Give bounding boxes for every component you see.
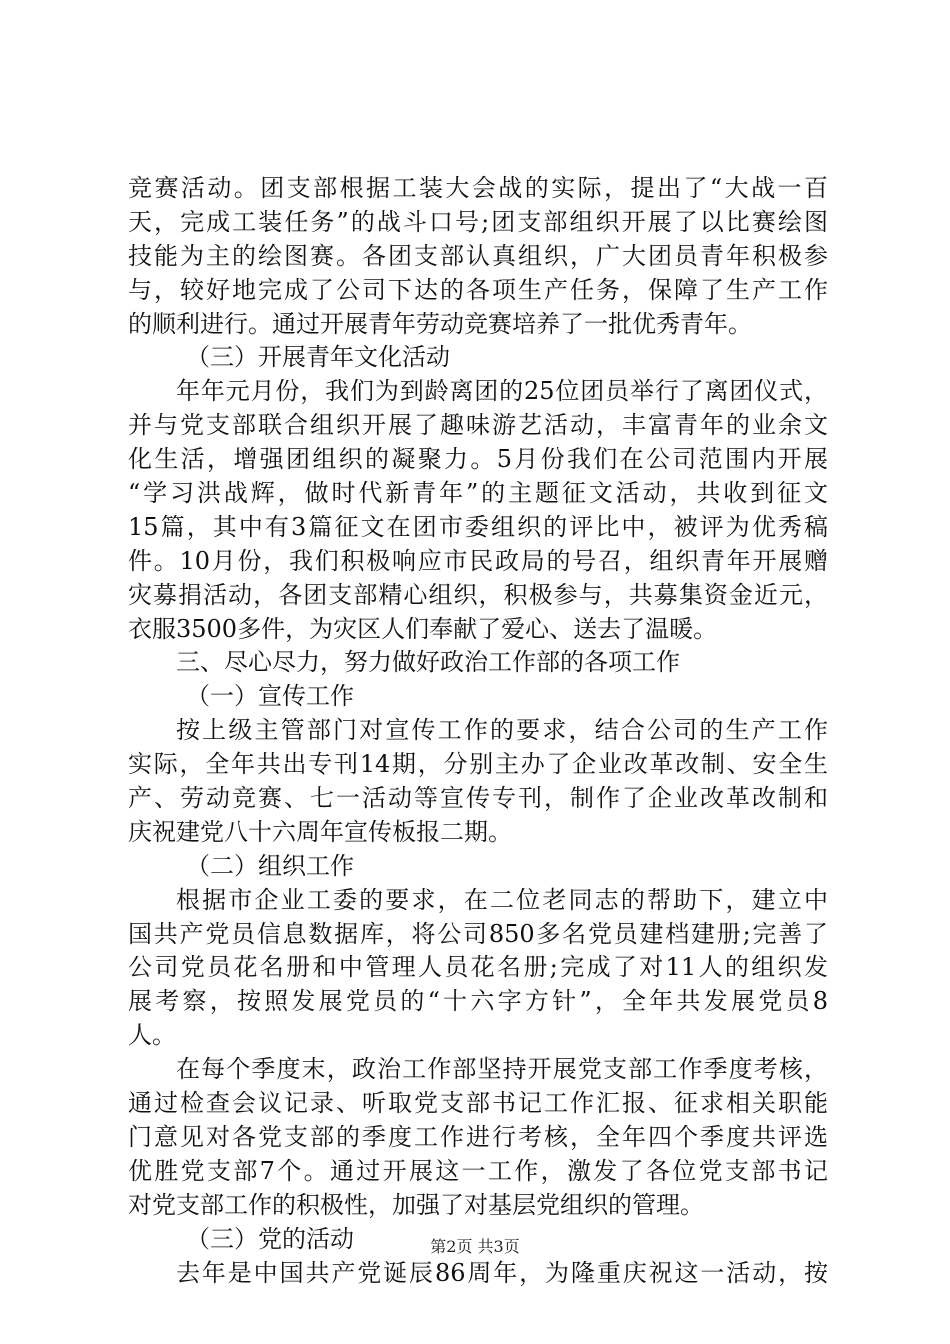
section-heading: （三）开展青年文化活动 bbox=[186, 343, 450, 372]
text-line: 国共产党员信息数据库，将公司850多名党员建档建册;完善了 bbox=[128, 919, 828, 948]
section-heading: （三）党的活动 bbox=[186, 1224, 354, 1253]
text-line: 按上级主管部门对宣传工作的要求，结合公司的生产工作 bbox=[176, 716, 828, 745]
text-line: 灾募捐活动，各团支部精心组织，积极参与，共募集资金近元， bbox=[128, 580, 828, 609]
text-line: 去年是中国共产党诞辰86周年，为隆重庆祝这一活动，按 bbox=[176, 1258, 828, 1287]
text-line: 年年元月份，我们为到龄离团的25位团员举行了离团仪式， bbox=[176, 377, 828, 406]
text-line: 技能为主的绘图赛。各团支部认真组织，广大团员青年积极参 bbox=[128, 241, 828, 270]
text-line: 的顺利进行。通过开展青年劳动竞赛培养了一批优秀青年。 bbox=[128, 309, 752, 338]
text-line: 并与党支部联合组织开展了趣味游艺活动，丰富青年的业余文 bbox=[128, 411, 828, 440]
text-line: 实际，全年共出专刊14期，分别主办了企业改革改制、安全生 bbox=[128, 750, 828, 779]
text-line: 对党支部工作的积极性，加强了对基层党组织的管理。 bbox=[128, 1190, 704, 1219]
text-line: “学习洪战辉，做时代新青年”的主题征文活动，共收到征文 bbox=[128, 479, 828, 508]
text-line: 人。 bbox=[128, 1021, 176, 1050]
text-line: 15篇，其中有3篇征文在团市委组织的评比中，被评为优秀稿 bbox=[128, 512, 828, 541]
body-text bbox=[128, 172, 828, 1290]
text-line: 优胜党支部7个。通过开展这一工作，激发了各位党支部书记 bbox=[128, 1156, 828, 1185]
section-heading: 三、尽心尽力，努力做好政治工作部的各项工作 bbox=[176, 648, 680, 677]
page-footer: 第2页 共3页 bbox=[430, 1237, 520, 1256]
text-line: 化生活，增强团组织的凝聚力。5月份我们在公司范围内开展 bbox=[128, 445, 828, 474]
text-line: 展考察，按照发展党员的“十六字方针”，全年共发展党员8 bbox=[128, 987, 828, 1016]
text-line: 根据市企业工委的要求，在二位老同志的帮助下，建立中 bbox=[176, 885, 828, 914]
text-line: 竞赛活动。团支部根据工装大会战的实际，提出了“大战一百 bbox=[128, 174, 828, 202]
text-line: 与，较好地完成了公司下达的各项生产任务，保障了生产工作 bbox=[128, 275, 828, 304]
text-line: 产、劳动竞赛、七一活动等宣传专刊，制作了企业改革改制和 bbox=[128, 784, 828, 813]
section-heading: （二）组织工作 bbox=[186, 851, 354, 880]
text-line: 公司党员花名册和中管理人员花名册;完成了对11人的组织发 bbox=[128, 953, 828, 982]
text-line: 通过检查会议记录、听取党支部书记工作汇报、征求相关职能 bbox=[128, 1089, 828, 1118]
text-line: 衣服3500多件，为灾区人们奉献了爱心、送去了温暖。 bbox=[128, 614, 718, 643]
text-line: 在每个季度末，政治工作部坚持开展党支部工作季度考核， bbox=[176, 1055, 828, 1084]
text-line: 庆祝建党八十六周年宣传板报二期。 bbox=[128, 817, 512, 846]
text-line: 天，完成工装任务”的战斗口号;团支部组织开展了以比赛绘图 bbox=[128, 207, 828, 236]
section-heading: （一）宣传工作 bbox=[186, 682, 354, 711]
text-line: 件。10月份，我们积极响应市民政局的号召，组织青年开展赠 bbox=[128, 546, 828, 575]
text-line: 门意见对各党支部的季度工作进行考核，全年四个季度共评选 bbox=[128, 1122, 828, 1151]
